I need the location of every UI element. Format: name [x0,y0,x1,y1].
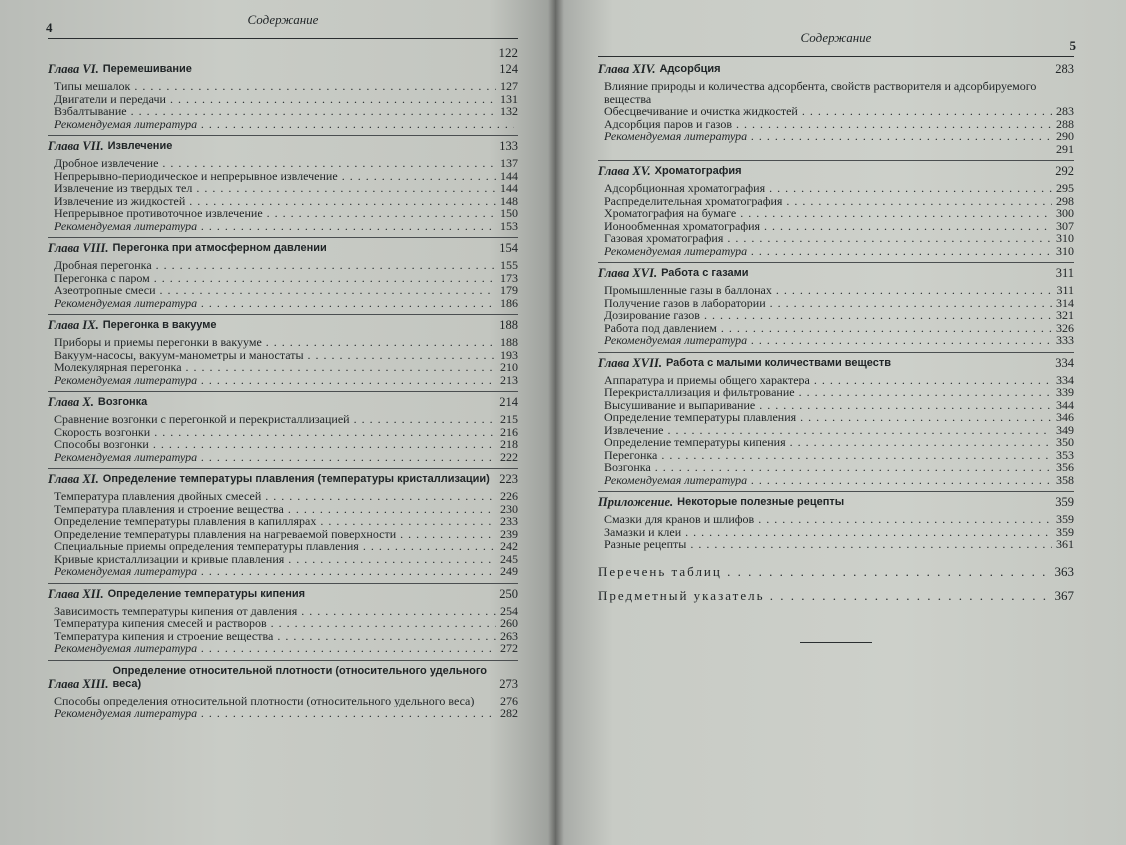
chapter-label: Приложение. [598,495,674,509]
toc-entry-title: Молекулярная перегонка . . . [54,361,496,374]
toc-entry-title: Рекомендуемая литература . . . [604,474,1052,487]
toc-entry [48,259,518,272]
chapter-heading [48,140,518,153]
toc-entry-page: 283 [1056,104,1074,118]
toc-entry [48,374,518,387]
chapter-label: Глава XIV. [598,62,656,76]
chapter-label: Глава VIII. [48,241,109,255]
toc-chapter [598,357,1074,493]
toc-entry-page: 290 [1056,129,1074,143]
toc-entry-page: 179 [500,283,518,297]
chapter-heading [48,665,518,691]
toc-entry-page: 249 [500,564,518,578]
end-rule [800,642,872,644]
header-title: Содержание [800,30,872,45]
toc-entry [48,503,518,516]
toc-entry-title: Хроматография на бумаге . . . [604,207,1052,220]
chapter-page: 124 [499,62,518,76]
toc-chapter [598,267,1074,353]
toc-entry-title: Приборы и приемы перегонки в вакууме . . . [54,336,496,349]
toc-entry [48,528,518,541]
page-ref: 122 [498,45,518,60]
toc-entry-page: 173 [500,270,518,285]
toc-entry-title: Извлечение из твердых тел . . . [54,182,496,195]
toc-entry-title: Непрерывное противоточное извлечение . . . [54,207,496,220]
toc-chapter [48,63,518,136]
chapter-heading [598,267,1074,280]
toc-entry-page: 222 [500,449,518,464]
toc-entry [48,565,518,578]
chapter-label: Глава XVI. [598,266,658,280]
page-number: 4 [46,20,53,35]
toc-entry [48,272,518,285]
toc-entry-page: 300 [1056,206,1074,220]
toc-entry [598,374,1074,387]
toc-entry-title: Дозирование газов . . . [604,309,1052,322]
toc-entry-page: 226 [500,489,518,503]
toc-entry [598,143,1074,156]
toc-entry-page: 356 [1056,460,1074,474]
toc-entry [598,449,1074,462]
chapter-title: Определение относительной плотности (относительного удельного веса) [112,664,488,690]
toc-chapter [48,140,518,238]
toc-entry-title: Взбалтывание . . . [54,105,496,118]
toc-entry-title: Влияние природы и количества адсорбента, свойств растворителя и адсорбируемого вещества [604,80,1037,105]
toc-entry-title: Рекомендуемая литература . . . [54,374,496,387]
toc-entry-title: Температура плавления двойных смесей . . . [54,490,496,503]
toc-entry [48,451,518,464]
toc-entry-page: 321 [1056,308,1074,322]
toc-entry-title: Распределительная хроматография . . . [604,195,1052,208]
chapter-heading [48,588,518,601]
chapter-label: Глава VI. [48,62,99,76]
toc-entry [598,297,1074,310]
toc-entry-page: 349 [1056,422,1074,437]
toc-entry [48,707,518,720]
chapter-page: 283 [1055,62,1074,76]
toc-entry-page: 333 [1056,333,1074,347]
chapter-title: Перегонка в вакууме [102,319,217,331]
toc-entry-page: 242 [500,539,518,553]
toc-entry-title: Определение температуры плавления на нагреваемой поверхности . . . [54,528,496,541]
toc-entry-page: 150 [500,206,518,220]
toc-entry-page: 346 [1056,410,1074,424]
chapter-title: Работа с малыми количествами веществ [665,356,892,369]
toc-entry-title: Температура кипения и строение вещества . . . [54,630,496,643]
toc-entry [598,322,1074,335]
toc-entry-page: 218 [500,437,518,451]
toc-entry-title: Адсорбционная хроматография . . . [604,182,1052,195]
toc-entry-title: Высушивание и выпаривание . . . [604,399,1052,412]
chapter-heading [598,357,1074,370]
toc-entry-title: Температура кипения смесей и растворов . . . [54,617,496,630]
chapter-heading [598,165,1074,178]
toc-entry-title: Сравнение возгонки с перегонкой и перекристаллизацией . . . [54,413,496,426]
toc-entry-page: 359 [1056,512,1074,526]
toc-entry-page: 326 [1056,320,1074,335]
toc-entry [598,118,1074,131]
toc-entry [48,426,518,439]
toc-entry [598,436,1074,449]
toc-entry-title: Адсорбция паров и газов . . . [604,118,1052,131]
toc-entry-page: 295 [1056,181,1074,195]
toc-entry-page: 358 [1056,472,1074,487]
toc-entry-title: Зависимость температуры кипения от давления . . . [54,605,496,618]
toc-entry-title: Азеотропные смеси . . . [54,284,496,297]
toc-entry-page: 291 [1056,141,1074,156]
toc-entry-title: Рекомендуемая литература . . . [54,297,496,310]
chapter-page: 359 [1055,495,1074,509]
toc-entry [598,245,1074,258]
toc-final-entry [598,588,1074,604]
toc-entry [598,220,1074,233]
chapter-page: 292 [1055,164,1074,178]
toc-entry-page: 272 [500,641,518,655]
chapter-page: 133 [499,139,518,153]
toc-entry-title: Рекомендуемая литература . . . [54,565,496,578]
toc-entry [598,195,1074,208]
toc-entry-title: Получение газов в лаборатории . . . [604,297,1052,310]
chapter-title: Определение температуры кипения [107,587,306,600]
toc-entry [48,93,518,106]
toc-entry-title: Аппаратура и приемы общего характера . . . [604,374,1052,387]
toc-entry-title: Кривые кристаллизации и кривые плавления . . . [54,553,496,566]
book-gutter [548,0,564,845]
toc-entry [598,386,1074,399]
toc-entry-title: Рекомендуемая литература . . . [604,334,1052,347]
chapter-heading [48,242,518,255]
toc-entry-title: Способы определения относительной плотности (относительного удельного веса) [54,694,475,707]
toc-entry-page: 239 [500,526,518,541]
toc-entry-title: Рекомендуемая литература . . . [54,118,514,131]
toc-entry-page: 245 [500,551,518,566]
chapter-title: Некоторые полезные рецепты [677,496,845,508]
toc-entry-page: 127 [500,79,518,93]
toc-entry [48,349,518,362]
toc-continuation [48,45,518,59]
toc-list [598,63,1074,556]
toc-entry-page: 233 [500,514,518,528]
chapter-heading [598,63,1074,76]
toc-entry-page: 339 [1056,385,1074,399]
chapter-page: 250 [499,586,518,601]
toc-entry-page: 210 [500,360,518,374]
toc-entry [598,105,1074,118]
toc-entry-page: 310 [1056,243,1074,258]
toc-entry [598,334,1074,347]
toc-entry-page: 155 [500,258,518,272]
chapter-label: Глава IX. [48,318,99,332]
toc-entry [48,157,518,170]
toc-entry-title: Вакуум-насосы, вакуум-манометры и маностаты . . . [54,349,496,362]
toc-entry [598,461,1074,474]
toc-entry [48,170,518,183]
chapter-page: 188 [499,318,518,332]
toc-entry [598,399,1074,412]
toc-entry-page: 307 [1056,218,1074,233]
toc-entry [48,361,518,374]
toc-entry-page: 367 [1054,587,1074,603]
chapter-heading [598,496,1074,509]
toc-entry-title: Работа под давлением . . . [604,322,1052,335]
toc-entry [48,617,518,630]
toc-entry-title: Ионообменная хроматография . . . [604,220,1052,233]
toc-entry [48,182,518,195]
toc-entry-title: Рекомендуемая литература . . . [54,451,496,464]
toc-entry-title: Предметный указатель . . . [598,588,1051,604]
toc-entry-title: Перегонка . . . [604,449,1052,462]
toc-entry [48,605,518,618]
toc-entry-title: Определение температуры плавления в капиллярах . . . [54,515,496,528]
toc-chapter [48,473,518,584]
toc-final-entries [598,564,1074,604]
toc-entry [598,526,1074,539]
toc-chapter [598,63,1074,161]
toc-entry-page: 359 [1056,524,1074,539]
chapter-heading [48,396,518,409]
toc-entry [598,411,1074,424]
chapter-title: Перегонка при атмосферном давлении [112,242,327,254]
right-page [556,0,1126,845]
chapter-label: Глава X. [48,395,94,409]
chapter-title: Адсорбция [659,63,721,75]
toc-entry-page: 132 [500,104,518,118]
toc-entry-page: 137 [500,156,518,170]
toc-entry-page: 298 [1056,193,1074,208]
toc-entry-title: Перегонка с паром . . . [54,272,496,285]
toc-entry-title: Замазки и клеи . . . [604,526,1052,539]
toc-entry-title: Скорость возгонки . . . [54,426,496,439]
toc-chapter [48,665,518,725]
toc-entry [598,207,1074,220]
toc-entry-page: 276 [500,693,518,708]
toc-entry-page: 216 [500,424,518,439]
toc-entry-page: 215 [500,412,518,426]
toc-entry [598,232,1074,245]
chapter-label: Глава XV. [598,164,651,178]
toc-entry-page: 260 [500,616,518,630]
toc-entry-title: Рекомендуемая литература . . . [54,642,496,655]
toc-entry-title: Перекристаллизация и фильтрование . . . [604,386,1052,399]
toc-entry-page: 263 [500,628,518,643]
toc-entry [48,118,518,131]
chapter-page: 311 [1055,266,1074,280]
toc-chapter [48,319,518,392]
chapter-label: Глава XII. [48,586,104,601]
chapter-label: Глава XIII. [48,676,109,691]
chapter-title: Перемешивание [102,63,192,75]
toc-chapter [598,496,1074,556]
toc-entry-title: Извлечение из жидкостей . . . [54,195,496,208]
toc-entry [598,80,1074,105]
chapter-title: Возгонка [97,396,148,408]
chapter-title: Извлечение [107,140,173,152]
toc-entry-page: 344 [1056,397,1074,412]
chapter-heading [48,63,518,76]
toc-entry [48,642,518,655]
chapter-label: Глава XVII. [598,355,662,370]
toc-entry [48,336,518,349]
toc-entry-title: Типы мешалок . . . [54,80,496,93]
toc-entry-title: Определение температуры кипения . . . [604,436,1052,449]
toc-entry-title: Дробная перегонка . . . [54,259,496,272]
toc-entry-title: Перечень таблиц . . . [598,564,1051,580]
chapter-label: Глава VII. [48,139,104,153]
chapter-label: Глава XI. [48,472,99,486]
toc-entry-page: 314 [1056,295,1074,310]
toc-chapter [598,165,1074,263]
toc-entry-page: 144 [500,168,518,183]
toc-entry [598,182,1074,195]
toc-entry-title: Извлечение . . . [604,424,1052,437]
toc-entry-title: Рекомендуемая литература . . . [54,220,496,233]
toc-entry-title: Промышленные газы в баллонах . . . [604,284,1052,297]
toc-entry-page: 230 [500,501,518,516]
toc-entry-title: Определение температуры плавления . . . [604,411,1052,424]
toc-entry [598,309,1074,322]
toc-entry [48,695,518,708]
chapter-page: 154 [499,241,518,255]
toc-entry [598,284,1074,297]
chapter-page: 223 [499,472,518,486]
toc-entry [48,630,518,643]
toc-entry [48,284,518,297]
toc-entry [48,297,518,310]
toc-entry-page: 213 [500,372,518,387]
toc-entry [48,515,518,528]
page-number: 5 [1069,38,1076,53]
toc-entry-title: Дробное извлечение . . . [54,157,496,170]
chapter-heading [48,319,518,332]
toc-entry-page: 350 [1056,435,1074,449]
toc-chapter [48,588,518,661]
toc-entry-title: Разные рецепты . . . [604,538,1052,551]
toc-entry-title: Рекомендуемая литература . . . [604,245,1052,258]
toc-entry-page: 193 [500,347,518,362]
running-header [48,10,518,39]
toc-entry-page: 311 [1056,283,1074,297]
toc-final-entry [598,564,1074,580]
toc-entry-page: 131 [500,91,518,106]
toc-entry [598,130,1074,143]
toc-entry-title: Обесцвечивание и очистка жидкостей . . . [604,105,1052,118]
toc-entry [598,474,1074,487]
toc-entry-title: Специальные приемы определения температуры плавления . . . [54,540,496,553]
header-title: Содержание [247,12,319,27]
running-header [598,28,1074,57]
toc-entry [48,195,518,208]
toc-entry [598,424,1074,437]
toc-entry [48,105,518,118]
toc-entry-page: 288 [1056,116,1074,131]
toc-entry [598,538,1074,551]
toc-entry-title: Смазки для кранов и шлифов . . . [604,513,1052,526]
toc-entry [48,540,518,553]
toc-entry-page: 188 [500,335,518,349]
toc-entry-page: 363 [1054,563,1074,579]
toc-entry-title: Непрерывно-периодическое и непрерывное извлечение . . . [54,170,496,183]
chapter-page: 214 [499,395,518,409]
toc-entry-title: Рекомендуемая литература . . . [604,130,1052,143]
chapter-title: Определение температуры плавления (температуры кристаллизации) [102,473,490,485]
toc-chapter [48,242,518,315]
toc-entry-title: Двигатели и передачи . . . [54,93,496,106]
toc-entry-page: 254 [500,603,518,618]
toc-entry-title: Рекомендуемая литература . . . [54,707,496,720]
toc-entry [48,553,518,566]
toc-entry-title: Газовая хроматография . . . [604,232,1052,245]
toc-entry-page: 334 [1056,372,1074,387]
toc-chapter [48,396,518,469]
left-page [0,0,556,845]
toc-entry-page: 186 [500,295,518,310]
chapter-heading [48,473,518,486]
toc-entry-page: 361 [1056,537,1074,551]
toc-entry [48,220,518,233]
chapter-page: 334 [1055,355,1074,370]
toc-entry-title: Возгонка . . . [604,461,1052,474]
toc-entry-page: 353 [1056,447,1074,462]
toc-entry [48,438,518,451]
toc-entry [48,207,518,220]
toc-list [48,63,518,725]
toc-entry-title: Температура плавления и строение вещества . . . [54,503,496,516]
toc-entry-title: Способы возгонки . . . [54,438,496,451]
toc-entry-page: 153 [500,218,518,233]
toc-entry-page: 148 [500,193,518,208]
chapter-title: Хроматография [654,165,742,177]
toc-entry [598,513,1074,526]
chapter-page: 273 [499,676,518,691]
toc-entry [48,413,518,426]
toc-entry [48,490,518,503]
chapter-title: Работа с газами [661,267,749,279]
toc-entry-page: 310 [1056,231,1074,245]
toc-entry-page: 144 [500,181,518,195]
toc-entry [48,80,518,93]
toc-entry-page: 282 [500,706,518,720]
